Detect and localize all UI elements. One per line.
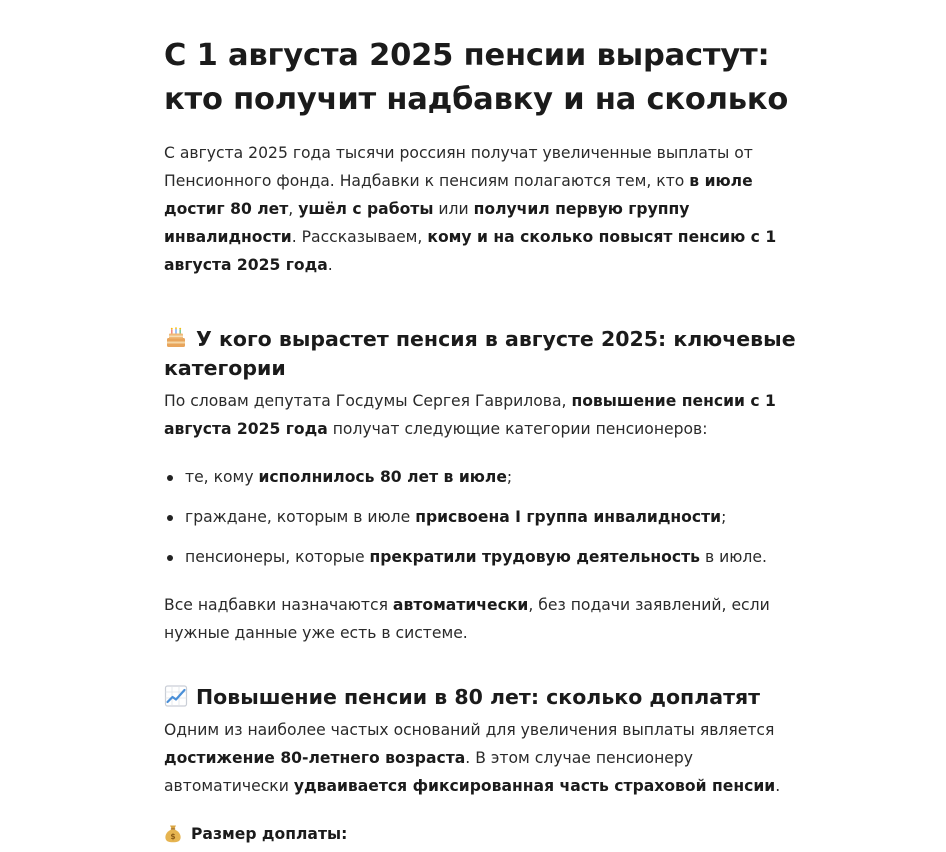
article bbox=[164, 34, 804, 848]
chart-increasing-icon bbox=[164, 684, 188, 708]
text: ; bbox=[721, 508, 727, 526]
bold-text: исполнилось 80 лет в июле bbox=[258, 468, 507, 486]
money-bag-icon bbox=[164, 823, 182, 843]
section-heading-text: Повышение пенсии в 80 лет: сколько доплатят bbox=[196, 685, 760, 709]
bold-text: удваивается фиксированная часть страховой пенсии bbox=[293, 777, 776, 795]
intro-text: , bbox=[288, 200, 299, 218]
list-item bbox=[164, 543, 804, 571]
text: . В этом случае пенсионеру автоматически bbox=[164, 749, 694, 795]
intro-bold: получил первую группу инвалидности bbox=[164, 200, 690, 246]
section1-after-paragraph bbox=[164, 591, 804, 647]
list-item bbox=[164, 463, 804, 491]
text: те, кому bbox=[185, 468, 259, 486]
subheading-payment-size bbox=[164, 820, 804, 848]
intro-bold: в июле достиг 80 лет bbox=[164, 172, 753, 218]
bold-text: повышение пенсии с 1 августа 2025 года bbox=[164, 392, 776, 438]
text: , без подачи заявлений, если нужные данные уже есть в системе. bbox=[164, 596, 770, 642]
text: По словам депутата Госдумы Сергея Гаврилова, bbox=[164, 392, 572, 410]
bold-text: автоматически bbox=[392, 596, 529, 614]
section-heading-categories bbox=[164, 325, 804, 383]
page-title: С 1 августа 2025 пенсии вырастут: кто получит надбавку и на сколько bbox=[164, 38, 789, 117]
intro-bold: ушёл с работы bbox=[298, 200, 434, 218]
text: граждане, которым в июле bbox=[185, 508, 416, 526]
text: в июле. bbox=[700, 548, 767, 566]
list-item bbox=[164, 503, 804, 531]
cake-icon bbox=[164, 326, 188, 350]
text: ; bbox=[506, 468, 513, 486]
bold-text: прекратили трудовую деятельность bbox=[369, 548, 701, 566]
intro-paragraph bbox=[164, 139, 804, 279]
text: пенсионеры, которые bbox=[185, 548, 370, 566]
text: Одним из наиболее частых оснований для увеличения выплаты является bbox=[164, 721, 775, 739]
section1-paragraph bbox=[164, 387, 804, 443]
section-heading-text: У кого вырастет пенсия в августе 2025: ключевые категории bbox=[164, 327, 796, 380]
intro-text: . bbox=[327, 256, 333, 274]
intro-text: . Рассказываем, bbox=[291, 228, 428, 246]
intro-text: или bbox=[433, 200, 474, 218]
section2-paragraph bbox=[164, 716, 804, 800]
intro-bold: кому и на сколько повысят пенсию с 1 августа 2025 года bbox=[164, 228, 777, 274]
payment-table-row-partial bbox=[164, 790, 804, 818]
subheading-text: Размер доплаты: bbox=[191, 825, 348, 843]
table-row-text bbox=[164, 817, 642, 818]
table-row-values bbox=[619, 812, 798, 818]
categories-list bbox=[164, 463, 804, 571]
bold-text: достижение 80-летнего возраста bbox=[164, 749, 466, 767]
bold-text: присвоена I группа инвалидности bbox=[415, 508, 722, 526]
text: Все надбавки назначаются bbox=[164, 596, 393, 614]
text: получат следующие категории пенсионеров: bbox=[327, 420, 708, 438]
svg-text:$: $ bbox=[170, 832, 176, 842]
section-heading-80-years bbox=[164, 683, 804, 712]
text: . bbox=[775, 777, 781, 795]
intro-text: С августа 2025 года тысячи россиян получат увеличенные выплаты от Пенсионного фонда. Надбавки к пенсиям полагаются тем, кто bbox=[164, 144, 753, 190]
